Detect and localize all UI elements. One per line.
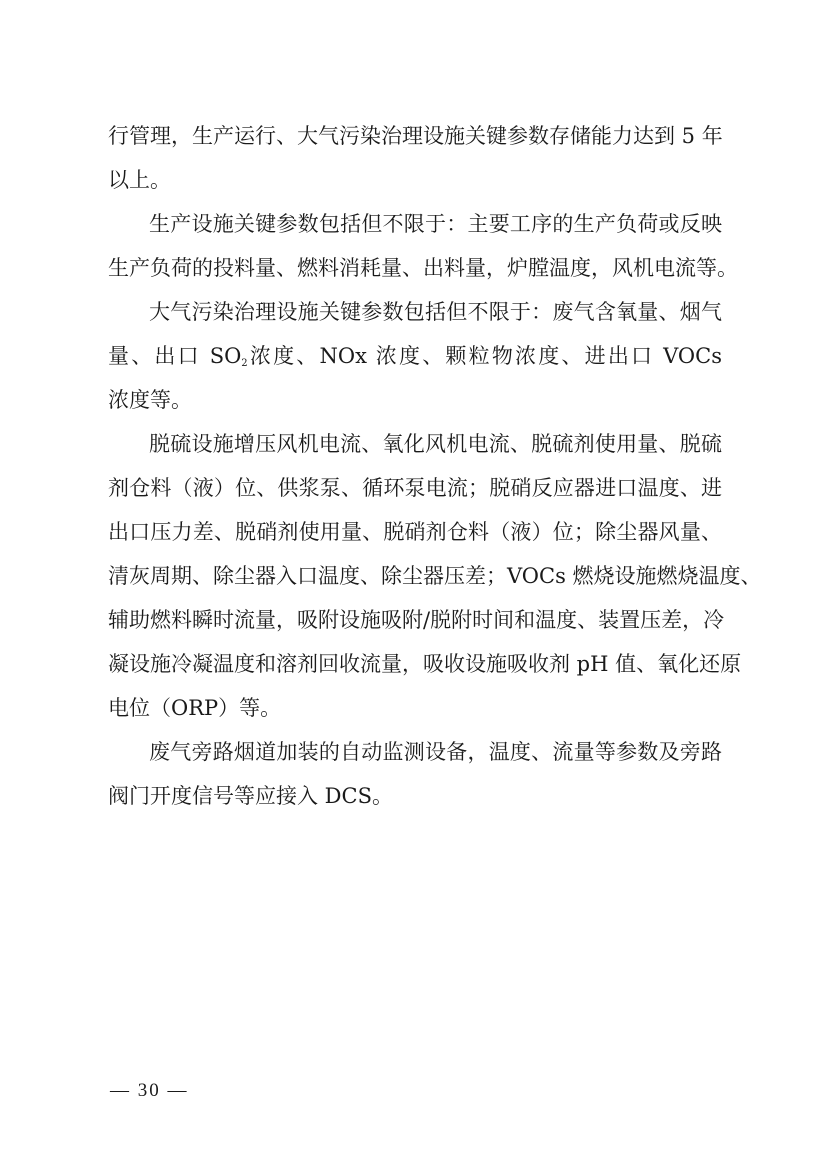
text-segment: 浓度、NOx 浓度、颗粒物浓度、进出口 VOCs [247,344,722,368]
text-line: 电位（ORP）等。 [108,696,282,720]
text-line: 阀门开度信号等应接入 DCS。 [108,784,393,808]
text-line: 以上。 [108,168,171,192]
text-line: 大气污染治理设施关键参数包括但不限于：废气含氧量、烟气 [149,300,722,324]
text-line: 凝设施冷凝温度和溶剂回收流量，吸收设施吸收剂 pH 值、氧化还原 [108,652,742,676]
text-segment: 量、出口 SO [108,344,242,368]
text-line [108,336,722,380]
paragraph [108,116,722,204]
text-line: 生产设施关键参数包括但不限于：主要工序的生产负荷或反映 [149,212,722,236]
text-line: 辅助燃料瞬时流量，吸附设施吸附/脱附时间和温度、装置压差，冷 [108,608,725,632]
text-line: 浓度等。 [108,388,192,412]
paragraph [108,424,762,732]
text-line: 生产负荷的投料量、燃料消耗量、出料量，炉膛温度，风机电流等。 [108,256,738,280]
page-number: — 30 — [110,1080,189,1101]
text-line: 行管理，生产运行、大气污染治理设施关键参数存储能力达到 5 年 [108,124,723,148]
text-line: 清灰周期、除尘器入口温度、除尘器压差；VOCs 燃烧设施燃烧温度、 [108,564,762,588]
paragraph [108,732,722,820]
subscript: 2 [241,358,248,369]
body-text [108,116,762,820]
text-line: 废气旁路烟道加装的自动监测设备，温度、流量等参数及旁路 [149,740,722,764]
paragraph [108,292,722,424]
text-line: 出口压力差、脱硝剂使用量、脱硝剂仓料（液）位；除尘器风量、 [108,520,722,544]
text-line: 剂仓料（液）位、供浆泵、循环泵电流；脱硝反应器进口温度、进 [108,476,722,500]
paragraph [108,204,738,292]
text-line: 脱硫设施增压风机电流、氧化风机电流、脱硫剂使用量、脱硫 [149,432,722,456]
